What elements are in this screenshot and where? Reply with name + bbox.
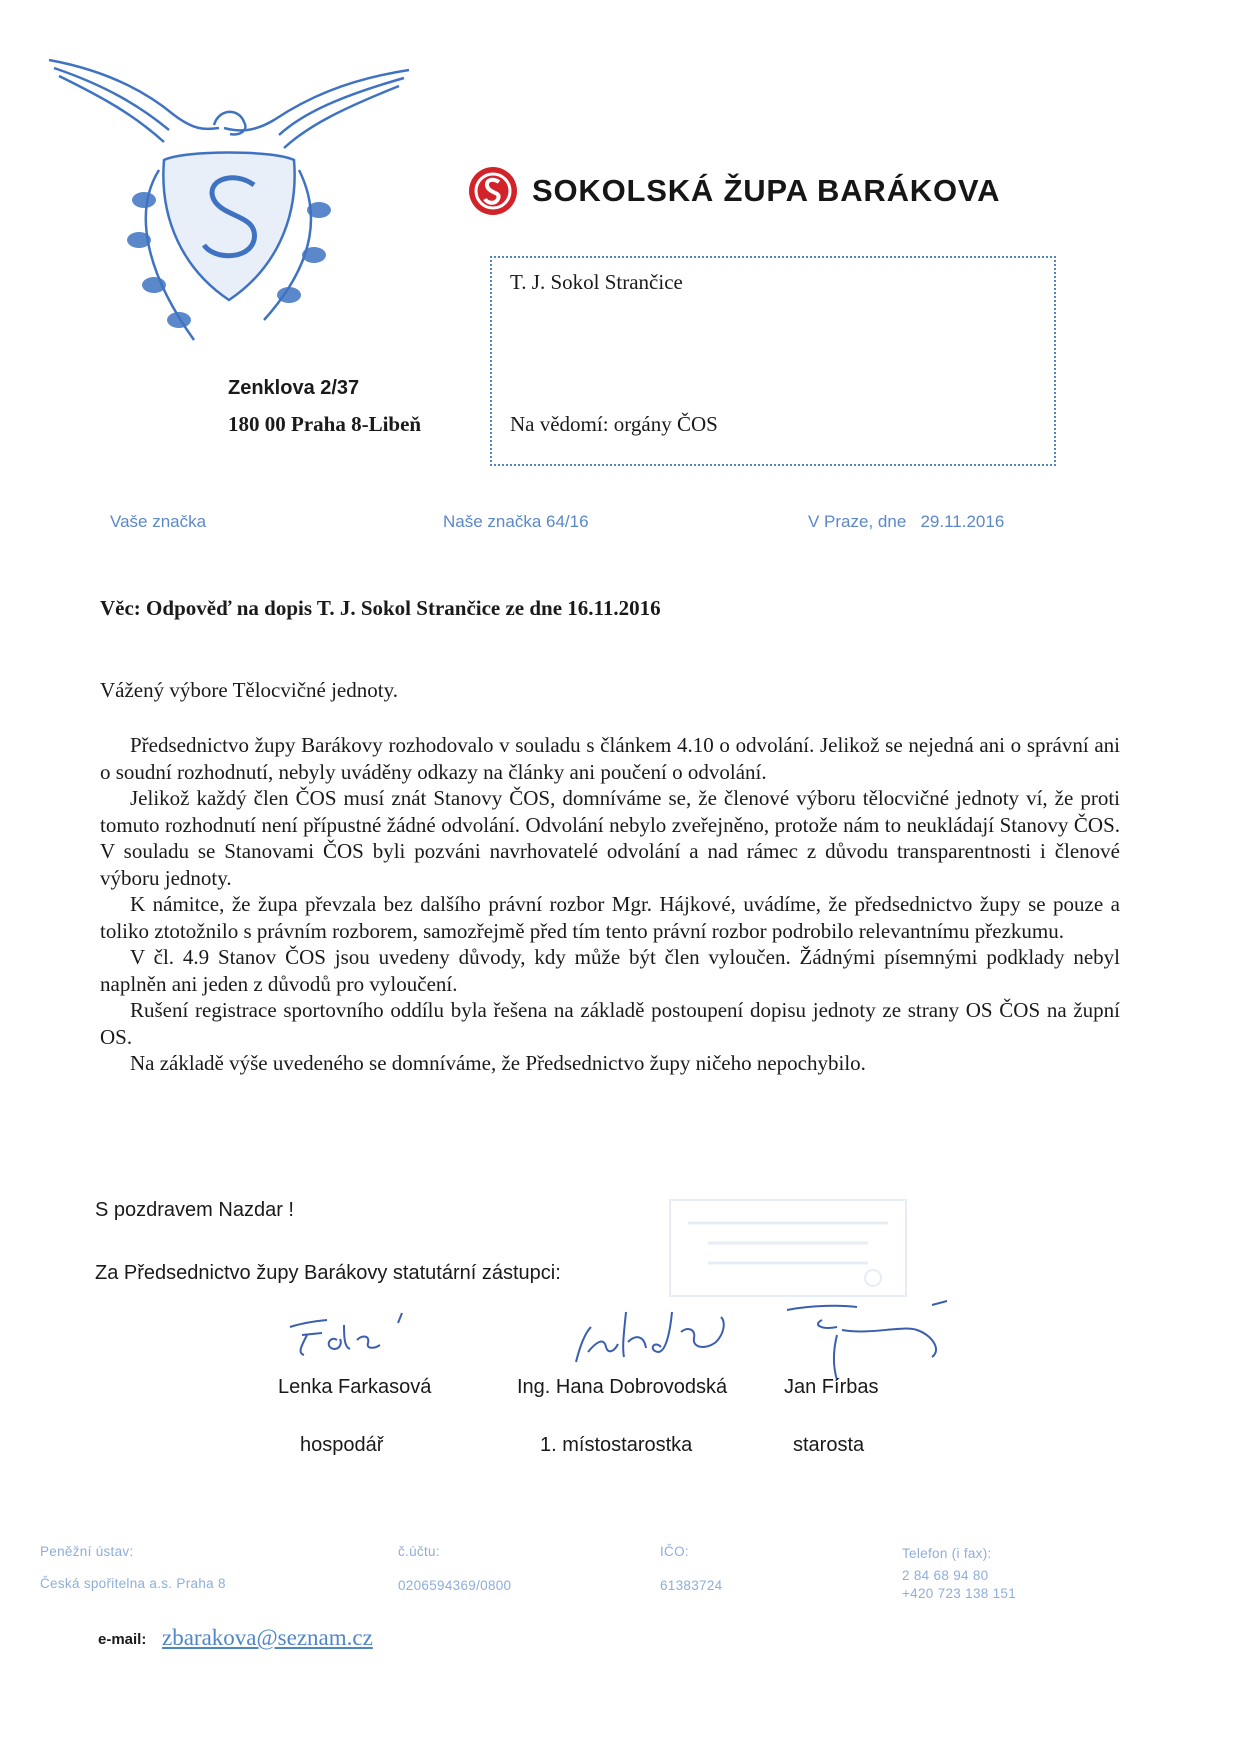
account-label: č.účtu:	[398, 1544, 440, 1559]
phone-label: Telefon (i fax):	[902, 1546, 992, 1561]
your-reference: Vaše značka	[110, 512, 207, 531]
signature-firbas-icon	[782, 1295, 952, 1385]
signatory-role: 1. místostarostka	[540, 1434, 693, 1456]
signatory-role: hospodář	[300, 1434, 384, 1456]
body-paragraph: Jelikož každý člen ČOS musí znát Stanovy ČOS, domníváme se, že členové výboru tělocvičné jednoty ví, že proti tomuto rozhodnutí není přípustné žádné odvolání. Odvolání nebylo zveřejněno, protože nám to neukládají Stanovy ČOS. V souladu se Stanovami ČOS byli pozváni navrhovatelé odvolání a nad rámec z důvodu transparentnosti i členové výboru jednoty.	[100, 786, 1120, 890]
phone-value: 2 84 68 94 80	[902, 1568, 989, 1583]
signatory-name: Jan Fírbas	[784, 1376, 879, 1398]
representatives-line: Za Předsednictvo župy Barákovy statutární zástupci:	[95, 1262, 561, 1284]
letter-greeting: Vážený výbore Tělocvičné jednoty.	[100, 678, 398, 702]
bank-label: Peněžní ústav:	[40, 1544, 134, 1559]
recipient-cc: Na vědomí: orgány ČOS	[510, 412, 718, 436]
account-value: 0206594369/0800	[398, 1578, 512, 1593]
ico-label: IČO:	[660, 1544, 689, 1559]
sender-street: Zenklova 2/37	[228, 377, 360, 399]
body-paragraph: Na základě výše uvedeného se domníváme, že Předsednictvo župy ničeho nepochybilo.	[130, 1051, 866, 1075]
letter-body	[100, 732, 1120, 1077]
email-link[interactable]: zbarakova@seznam.cz	[162, 1625, 373, 1650]
sender-address	[228, 370, 421, 442]
sokol-logo-icon	[468, 166, 518, 216]
recipient-box	[490, 256, 1056, 466]
signature-dobrovodska-icon	[566, 1292, 746, 1372]
sender-city: 180 00 Praha 8-Libeň	[228, 412, 422, 436]
signature-farkasova-icon	[282, 1305, 432, 1365]
eagle-emblem-icon	[44, 50, 414, 350]
signatory-name: Lenka Farkasová	[278, 1376, 432, 1398]
letter-subject: Věc: Odpověď na dopis T. J. Sokol Strančice ze dne 16.11.2016	[100, 596, 661, 620]
organization-name: SOKOLSKÁ ŽUPA BARÁKOVA	[532, 173, 1001, 208]
mobile-value: +420 723 138 151	[902, 1586, 1017, 1601]
body-paragraph: Předsednictvo župy Barákovy rozhodovalo v souladu s článkem 4.10 o odvolání. Jelikož se nejedná ani o správní ani o soudní rozhodnutí, nebyly uváděny odkazy na články ani poučení o odvolání.	[100, 733, 1120, 784]
body-paragraph: K námitce, že župa převzala bez dalšího právní rozbor Mgr. Hájkové, uvádíme, že předsednictvo župy se pouze a toliko ztotožnilo s právním rozborem, samozřejmě před tím tento právní rozbor podrobilo relevantnímu přezkumu.	[100, 892, 1120, 943]
organization-header	[468, 166, 1000, 216]
signatory-role: starosta	[793, 1434, 865, 1456]
bank-value: Česká spořitelna a.s. Praha 8	[40, 1576, 226, 1591]
letter-date: V Praze, dne 29.11.2016	[808, 512, 1005, 531]
email-label: e-mail:	[98, 1631, 147, 1648]
letter-closing: S pozdravem Nazdar !	[95, 1199, 294, 1221]
body-paragraph: Rušení registrace sportovního oddílu byla řešena na základě postoupení dopisu jednoty ze strany OS ČOS na župní OS.	[100, 998, 1120, 1049]
official-stamp-icon	[668, 1198, 908, 1298]
body-paragraph: V čl. 4.9 Stanov ČOS jsou uvedeny důvody, kdy může být člen vyloučen. Žádnými písemnými podklady nebyl naplněn ani jeden z důvodů pro vyloučení.	[100, 945, 1120, 996]
signatory-name: Ing. Hana Dobrovodská	[517, 1376, 728, 1398]
our-reference: Naše značka 64/16	[443, 512, 589, 531]
ico-value: 61383724	[660, 1578, 723, 1593]
recipient-name: T. J. Sokol Strančice	[510, 270, 683, 294]
